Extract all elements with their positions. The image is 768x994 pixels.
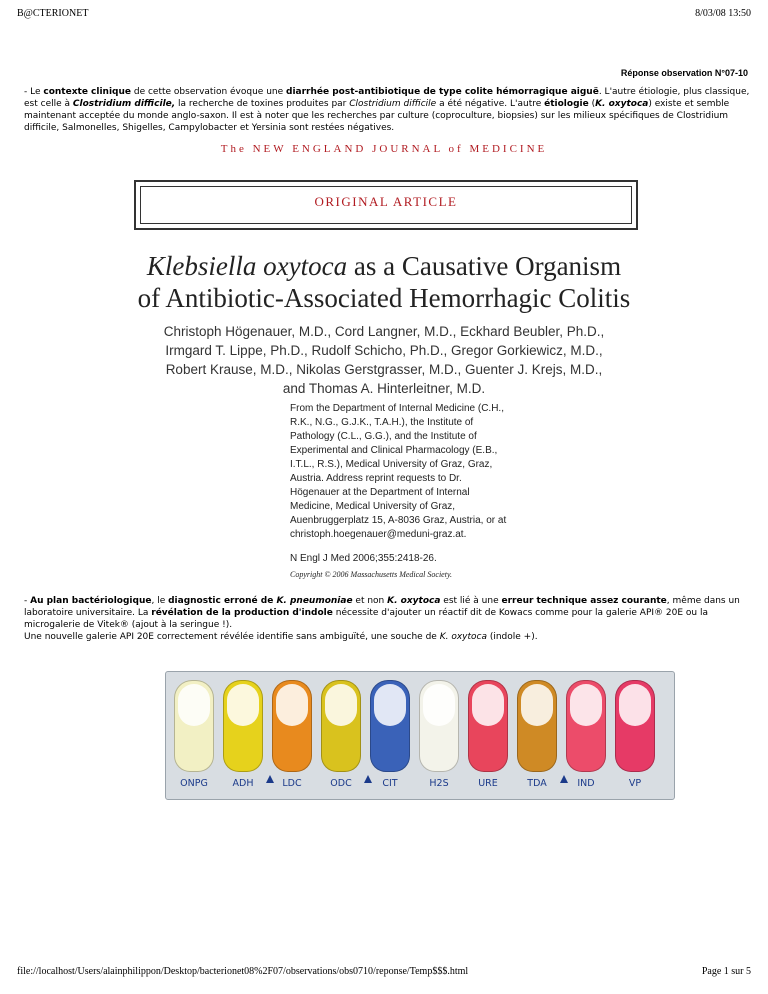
- article-copyright: Copyright © 2006 Massachusetts Medical Society.: [290, 570, 453, 579]
- api-cupule: [321, 680, 361, 772]
- cupule-air-bubble: [423, 684, 455, 726]
- bold-italic-text: K. oxytoca: [595, 99, 649, 109]
- article-affiliation: From the Department of Internal Medicine (C.H., R.K., N.G., G.J.K., T.A.H.), the Institute of Pathology (C.L., G.G.), and the Institute of Experimental and Clinical Pharmacology (E.B., I.T.L., R.S.), Medical University of Graz, Graz, Austria. Address reprint requests to Dr. Högenauer at the Department of Internal Medicine, Medical University of Graz, Auenbruggerplatz 15, A-8036 Graz, Austria, or at christoph.hoegenauer@meduni-graz.at.: [290, 403, 507, 540]
- text: -: [24, 596, 31, 606]
- text: (indole +).: [486, 632, 538, 642]
- author-line: and Thomas A. Hinterleitner, M.D.: [282, 381, 486, 396]
- group-separator-triangle-icon: [266, 775, 274, 783]
- bold-text: diagnostic erroné de: [168, 596, 277, 606]
- author-line: Christoph Högenauer, M.D., Cord Langner, M.D., Eckhard Beubler, Ph.D.,: [163, 324, 605, 339]
- article-citation: N Engl J Med 2006;355:2418-26.: [290, 553, 437, 564]
- title-organism: Klebsiella oxytoca: [146, 251, 348, 281]
- cupule-air-bubble: [374, 684, 406, 726]
- text: Une nouvelle galerie API 20E correctement révélée identifie sans ambiguïté, une souche de: [24, 632, 440, 642]
- text: , même dans un laboratoire universitaire. La: [24, 596, 740, 618]
- cupule-air-bubble: [472, 684, 504, 726]
- text: , le: [151, 596, 169, 606]
- bold-italic-text: K. oxytoca: [387, 596, 441, 606]
- cupule-air-bubble: [276, 684, 308, 726]
- text: de cette observation évoque une: [131, 87, 287, 97]
- api-test-label: URE: [478, 778, 498, 789]
- article-type-label: ORIGINAL ARTICLE: [314, 194, 458, 209]
- text: a été négative. L'autre: [436, 99, 545, 109]
- bold-text: Au plan bactériologique: [30, 596, 152, 606]
- article-type-box: [134, 180, 638, 230]
- bold-text: diarrhée post-antibiotique de type colite hémorragique aiguë: [286, 87, 599, 97]
- api-cupule: [517, 680, 557, 772]
- api-test-label: IND: [577, 778, 595, 789]
- author-line: Robert Krause, M.D., Nikolas Gerstgrasser, M.D., Guenter J. Krejs, M.D.,: [165, 362, 603, 377]
- bold-italic-text: Clostridium difficile,: [72, 99, 176, 109]
- api-test-label: TDA: [527, 778, 547, 789]
- bold-text: étiologie: [544, 99, 589, 109]
- group-separator-triangle-icon: [364, 775, 372, 783]
- api-cupule: [419, 680, 459, 772]
- api-cupule: [468, 680, 508, 772]
- text: et non: [352, 596, 388, 606]
- text: . L'autre étiologie, plus classique, est celle à: [24, 87, 750, 109]
- text: la recherche de toxines produites par: [175, 99, 350, 109]
- cupule-air-bubble: [619, 684, 651, 726]
- author-line: Irmgard T. Lippe, Ph.D., Rudolf Schicho, Ph.D., Gregor Gorkiewicz, M.D.,: [165, 343, 603, 358]
- text: est lié à une: [440, 596, 502, 606]
- api-cupule: [272, 680, 312, 772]
- header-site-name: B@CTERIONET: [17, 8, 89, 19]
- api-test-label: ADH: [232, 778, 254, 789]
- response-label: Réponse observation N°07-10: [620, 68, 748, 78]
- api-cupule: [615, 680, 655, 772]
- text: - Le: [24, 87, 44, 97]
- api-20e-strip-photo: [165, 671, 675, 800]
- journal-logo: The NEW ENGLAND JOURNAL of MEDICINE: [220, 143, 548, 155]
- clinical-context-paragraph: [24, 86, 750, 134]
- api-cupule: [566, 680, 606, 772]
- text: ) existe et semble maintenant acceptée du monde anglo-saxon. Il est à noter que les recherches par culture (coproculture, biopsies) sur les milieux spécifiques de Clostridium difficile, Salmonelles, Shigelles, Campylobacter et Yersinia sont restées négatives.: [24, 99, 730, 133]
- api-test-label: ONPG: [180, 778, 208, 789]
- italic-text: Clostridium difficile: [349, 99, 437, 109]
- cupule-air-bubble: [178, 684, 210, 726]
- article-title: [0, 250, 768, 314]
- api-cupule: [370, 680, 410, 772]
- api-test-label: LDC: [282, 778, 302, 789]
- bacteriology-paragraph: [24, 595, 750, 643]
- text: nécessite d'ajouter un réactif dit de Kowacs comme pour la galerie API® 20E ou la microgalerie de Vitek® (ajout à la seringue !).: [24, 608, 708, 630]
- header-datetime: 8/03/08 13:50: [695, 8, 751, 19]
- api-test-label: H2S: [429, 778, 449, 789]
- article-authors: [0, 322, 768, 398]
- text: (: [588, 99, 596, 109]
- title-line2: of Antibiotic-Associated Hemorrhagic Colitis: [137, 283, 631, 313]
- italic-text: K. oxytoca: [439, 632, 487, 642]
- bold-text: révélation de la production d'indole: [151, 608, 333, 618]
- cupule-air-bubble: [521, 684, 553, 726]
- api-test-label: CIT: [382, 778, 398, 789]
- cupule-air-bubble: [570, 684, 602, 726]
- api-test-label: ODC: [330, 778, 352, 789]
- title-line1-rest: as a Causative Organism: [347, 251, 622, 281]
- cupule-air-bubble: [227, 684, 259, 726]
- cupule-air-bubble: [325, 684, 357, 726]
- footer-page-number: Page 1 sur 5: [701, 966, 751, 977]
- bold-text: erreur technique assez courante: [501, 596, 667, 606]
- bold-text: contexte clinique: [43, 87, 132, 97]
- api-cupule: [174, 680, 214, 772]
- bold-italic-text: K. pneumoniae: [276, 596, 353, 606]
- group-separator-triangle-icon: [560, 775, 568, 783]
- api-cupule: [223, 680, 263, 772]
- footer-file-path: file://localhost/Users/alainphilippon/Desktop/bacterionet08%2F07/observations/obs0710/reponse/Temp$$$.html: [17, 966, 469, 977]
- api-test-label: VP: [628, 778, 642, 789]
